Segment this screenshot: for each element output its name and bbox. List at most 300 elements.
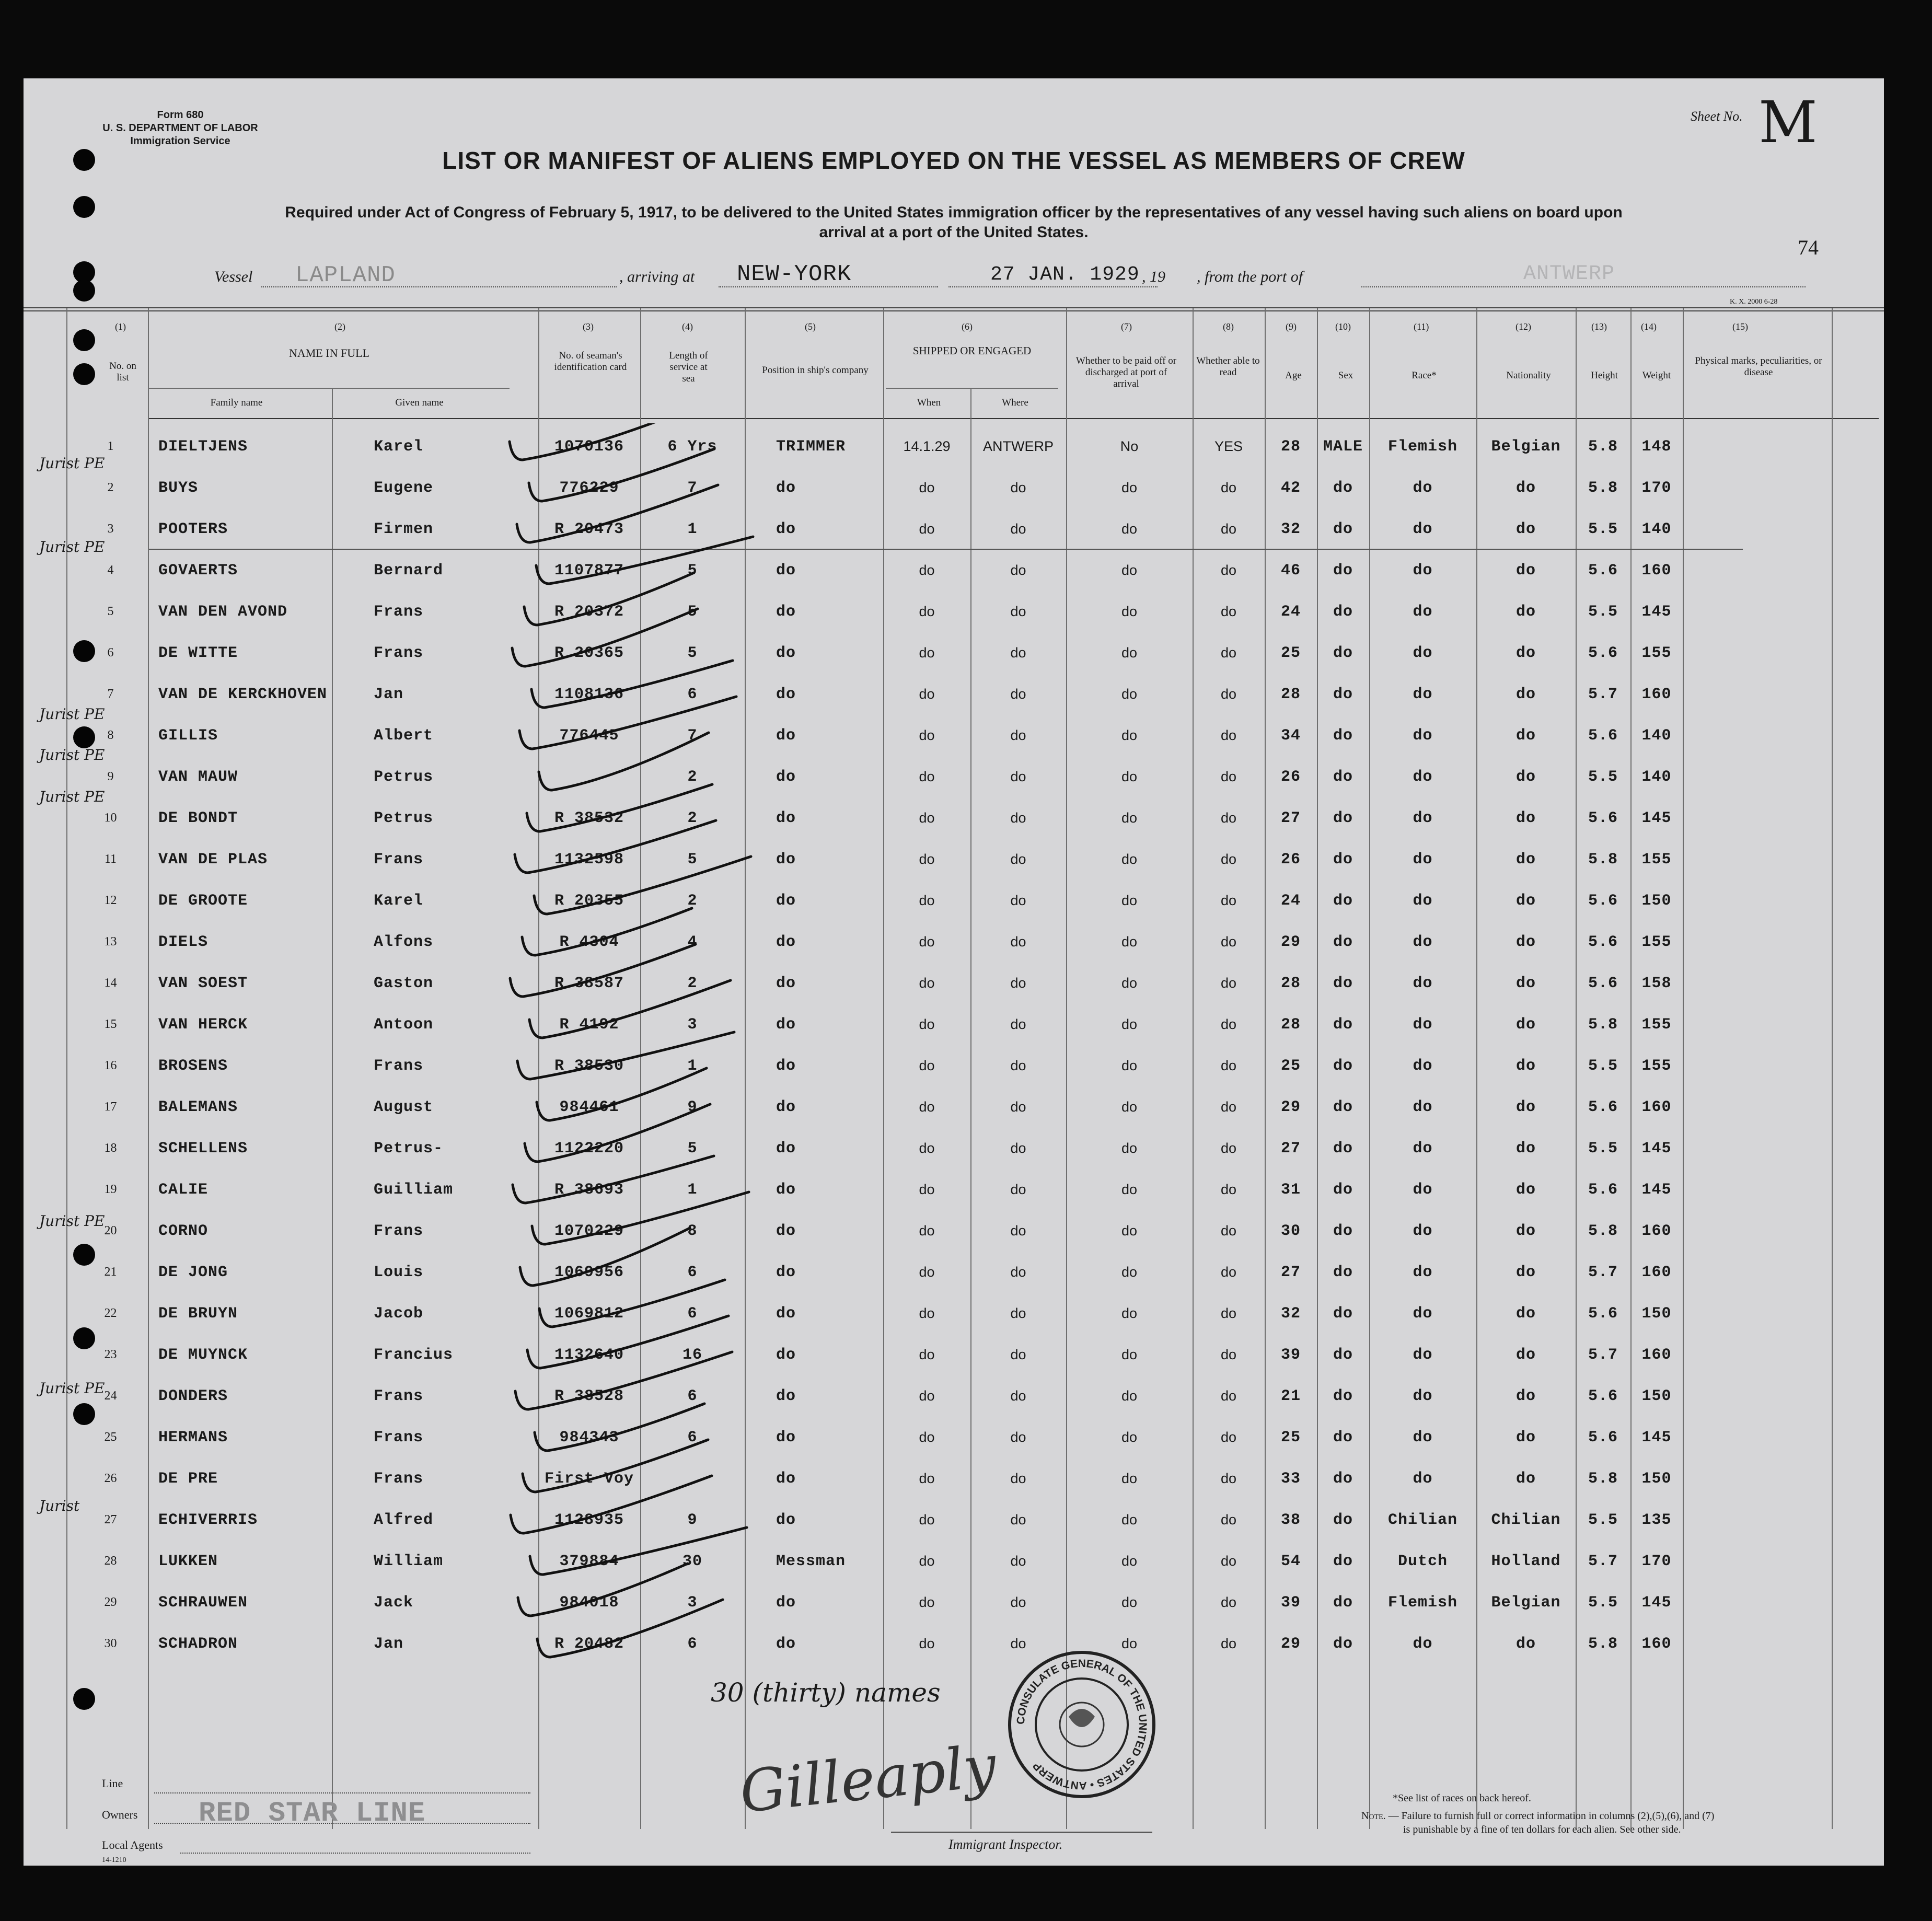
cell-shipped-when: do bbox=[919, 1099, 935, 1115]
cell-race: Flemish bbox=[1387, 437, 1458, 456]
cell-service-length: 7 bbox=[687, 726, 698, 745]
header-physical: Physical marks, peculiarities, or disease bbox=[1695, 355, 1822, 378]
cell-nationality: do bbox=[1515, 1304, 1536, 1323]
cell-age: 27 bbox=[1280, 1139, 1301, 1158]
page-number: 74 bbox=[1798, 236, 1819, 259]
header-given-name: Given name bbox=[395, 397, 444, 408]
cell-age: 27 bbox=[1280, 809, 1301, 827]
cell-shipped-when: do bbox=[919, 1305, 935, 1321]
table-row bbox=[73, 467, 1683, 508]
table-row bbox=[73, 1541, 1683, 1582]
sheet-number: M bbox=[1759, 89, 1818, 156]
cell-race: do bbox=[1413, 809, 1433, 827]
col-num: (14) bbox=[1641, 321, 1657, 332]
service-name: Immigration Service bbox=[130, 135, 230, 147]
cell-paid-off: do bbox=[1121, 1471, 1138, 1486]
cell-race: do bbox=[1413, 850, 1433, 869]
cell-position: do bbox=[776, 561, 796, 580]
table-row bbox=[73, 1293, 1683, 1334]
table-row bbox=[73, 1334, 1683, 1375]
cell-nationality: do bbox=[1515, 726, 1536, 745]
cell-nationality: do bbox=[1515, 1428, 1536, 1446]
cell-age: 25 bbox=[1280, 644, 1301, 662]
cell-id-card: R 20473 bbox=[554, 520, 624, 538]
cell-id-card: First Voy bbox=[544, 1469, 634, 1488]
cell-nationality: do bbox=[1515, 892, 1536, 910]
print-code: K. X. 2000 6-28 bbox=[1730, 298, 1778, 306]
column-rule bbox=[66, 308, 67, 1829]
cell-race: do bbox=[1413, 520, 1433, 538]
cell-family-name: DE BONDT bbox=[158, 809, 238, 827]
cell-given-name: Gaston bbox=[374, 974, 434, 992]
cell-given-name: Frans bbox=[374, 603, 424, 621]
cell-service-length: 6 bbox=[687, 685, 698, 703]
cell-position: do bbox=[776, 1098, 796, 1116]
margin-note: Jurist PE bbox=[39, 746, 105, 763]
cell-sex: do bbox=[1333, 1222, 1353, 1240]
subtitle-line-2: arrival at a port of the United States. bbox=[819, 224, 1089, 241]
cell-sex: do bbox=[1333, 1181, 1353, 1199]
arriving-port: NEW-YORK bbox=[737, 261, 852, 287]
cell-paid-off: do bbox=[1121, 1223, 1138, 1239]
cell-paid-off: do bbox=[1121, 1636, 1138, 1651]
cell-given-name: Bernard bbox=[374, 561, 444, 580]
cell-paid-off: do bbox=[1121, 686, 1138, 702]
cell-race: do bbox=[1413, 1428, 1433, 1446]
cell-sex: do bbox=[1333, 726, 1353, 745]
cell-shipped-where: do bbox=[1010, 1553, 1026, 1569]
col-num: (1) bbox=[115, 321, 126, 332]
fine-note bbox=[1361, 1809, 1842, 1836]
cell-family-name: VAN SOEST bbox=[158, 974, 248, 992]
cell-sex: do bbox=[1333, 850, 1353, 869]
header-weight: Weight bbox=[1642, 370, 1671, 381]
checkmark bbox=[530, 1527, 747, 1575]
cell-weight: 145 bbox=[1641, 603, 1672, 621]
vessel-name: LAPLAND bbox=[295, 262, 396, 288]
cell-position: do bbox=[776, 1428, 796, 1446]
cell-service-length: 7 bbox=[687, 479, 698, 497]
cell-sex: do bbox=[1333, 1387, 1353, 1405]
checkmark bbox=[535, 1404, 704, 1451]
cell-race: do bbox=[1413, 603, 1433, 621]
cell-race: do bbox=[1413, 1098, 1433, 1116]
cell-paid-off: do bbox=[1121, 727, 1138, 743]
cell-family-name: CALIE bbox=[158, 1181, 209, 1199]
cell-shipped-when: do bbox=[919, 769, 935, 784]
cell-height: 5.8 bbox=[1588, 1469, 1618, 1488]
table-row bbox=[73, 1252, 1683, 1293]
checkmark bbox=[510, 944, 696, 997]
cell-id-card: 379884 bbox=[559, 1552, 619, 1570]
cell-race: do bbox=[1413, 1469, 1433, 1488]
table-row bbox=[73, 1458, 1683, 1499]
cell-service-length: 2 bbox=[687, 768, 698, 786]
cell-shipped-when: do bbox=[919, 645, 935, 661]
cell-able-to-read: do bbox=[1220, 893, 1237, 908]
cell-sex: do bbox=[1333, 1015, 1353, 1034]
cell-able-to-read: do bbox=[1220, 1099, 1237, 1115]
cell-nationality: do bbox=[1515, 933, 1536, 951]
col-num: (7) bbox=[1121, 321, 1132, 332]
cell-shipped-when: do bbox=[919, 562, 935, 578]
cell-paid-off: do bbox=[1121, 521, 1138, 537]
cell-shipped-where: do bbox=[1010, 769, 1026, 784]
cell-shipped-when: do bbox=[919, 480, 935, 495]
cell-sex: do bbox=[1333, 1304, 1353, 1323]
cell-able-to-read: do bbox=[1220, 562, 1237, 578]
cell-able-to-read: do bbox=[1220, 645, 1237, 661]
subheader-rule bbox=[886, 388, 1058, 389]
table-row bbox=[73, 1128, 1683, 1169]
cell-id-card: 1128935 bbox=[554, 1511, 624, 1529]
cell-row-number: 25 bbox=[104, 1430, 117, 1444]
subtitle-line-1: Required under Act of Congress of February 5, 1917, to be delivered to the United States immigration officer by the representatives of any vessel having such aliens on board upon bbox=[285, 204, 1623, 221]
cell-given-name: Frans bbox=[374, 1428, 424, 1446]
col-num: (9) bbox=[1286, 321, 1297, 332]
cell-age: 24 bbox=[1280, 892, 1301, 910]
cell-sex: do bbox=[1333, 520, 1353, 538]
cell-id-card: R 38587 bbox=[554, 974, 624, 992]
cell-id-card: 1070136 bbox=[554, 437, 624, 456]
cell-shipped-where: do bbox=[1010, 521, 1026, 537]
cell-race: do bbox=[1413, 1263, 1433, 1281]
cell-sex: do bbox=[1333, 1552, 1353, 1570]
cell-id-card: 984018 bbox=[559, 1593, 619, 1612]
cell-row-number: 7 bbox=[107, 687, 114, 701]
cell-shipped-where: do bbox=[1010, 645, 1026, 661]
cell-shipped-when: do bbox=[919, 686, 935, 702]
cell-race: do bbox=[1413, 726, 1433, 745]
owners-value: RED STAR LINE bbox=[199, 1798, 426, 1830]
cell-service-length: 1 bbox=[687, 520, 698, 538]
col-num: (11) bbox=[1414, 321, 1429, 332]
checkmark bbox=[529, 449, 714, 501]
cell-family-name: CORNO bbox=[158, 1222, 209, 1240]
cell-nationality: do bbox=[1515, 644, 1536, 662]
col-num: (12) bbox=[1515, 321, 1531, 332]
cell-row-number: 4 bbox=[107, 563, 114, 577]
checkmark bbox=[523, 1440, 708, 1492]
cell-service-length: 6 bbox=[687, 1304, 698, 1323]
cell-family-name: VAN DEN AVOND bbox=[158, 603, 288, 621]
cell-position: do bbox=[776, 603, 796, 621]
table-row bbox=[73, 426, 1683, 467]
cell-weight: 160 bbox=[1641, 685, 1672, 703]
cell-able-to-read: do bbox=[1220, 727, 1237, 743]
cell-given-name: Louis bbox=[374, 1263, 424, 1281]
cell-nationality: do bbox=[1515, 603, 1536, 621]
table-row bbox=[73, 508, 1683, 550]
header-sex: Sex bbox=[1338, 370, 1353, 381]
cell-height: 5.6 bbox=[1588, 1428, 1618, 1446]
cell-shipped-where: do bbox=[1010, 1182, 1026, 1197]
cell-shipped-where: do bbox=[1010, 893, 1026, 908]
cell-service-length: 5 bbox=[687, 644, 698, 662]
cell-able-to-read: do bbox=[1220, 975, 1237, 991]
cell-family-name: LUKKEN bbox=[158, 1552, 218, 1570]
cell-service-length: 6 bbox=[687, 1428, 698, 1446]
cell-weight: 160 bbox=[1641, 1635, 1672, 1653]
cell-id-card: 1108136 bbox=[554, 685, 624, 703]
cell-able-to-read: do bbox=[1220, 1264, 1237, 1280]
cell-row-number: 5 bbox=[107, 605, 114, 618]
cell-age: 26 bbox=[1280, 768, 1301, 786]
cell-shipped-where: do bbox=[1010, 604, 1026, 619]
checkmarks-overlay bbox=[483, 423, 776, 1792]
cell-position: do bbox=[776, 850, 796, 869]
cell-age: 25 bbox=[1280, 1428, 1301, 1446]
cell-id-card: R 20365 bbox=[554, 644, 624, 662]
cell-id-card: R 38528 bbox=[554, 1387, 624, 1405]
cell-height: 5.8 bbox=[1588, 479, 1618, 497]
cell-row-number: 15 bbox=[104, 1017, 117, 1031]
cell-paid-off: do bbox=[1121, 1347, 1138, 1362]
cell-family-name: BROSENS bbox=[158, 1057, 228, 1075]
cell-race: do bbox=[1413, 1181, 1433, 1199]
header-age: Age bbox=[1285, 370, 1302, 381]
cell-able-to-read: do bbox=[1220, 1388, 1237, 1404]
table-row bbox=[73, 1086, 1683, 1128]
cell-nationality: do bbox=[1515, 1222, 1536, 1240]
cell-able-to-read: do bbox=[1220, 1347, 1237, 1362]
cell-service-length: 3 bbox=[687, 1015, 698, 1034]
cell-paid-off: do bbox=[1121, 480, 1138, 495]
cell-shipped-where: do bbox=[1010, 1140, 1026, 1156]
cell-weight: 135 bbox=[1641, 1511, 1672, 1529]
cell-position: do bbox=[776, 768, 796, 786]
cell-height: 5.6 bbox=[1588, 974, 1618, 992]
cell-position: do bbox=[776, 1222, 796, 1240]
cell-sex: do bbox=[1333, 892, 1353, 910]
cell-shipped-when: do bbox=[919, 521, 935, 537]
checkmark bbox=[520, 1228, 690, 1286]
cell-age: 29 bbox=[1280, 933, 1301, 951]
col-num: (10) bbox=[1335, 321, 1351, 332]
cell-position: do bbox=[776, 1387, 796, 1405]
cell-shipped-when: do bbox=[919, 1264, 935, 1280]
arriving-underline bbox=[719, 286, 938, 287]
cell-height: 5.8 bbox=[1588, 1222, 1618, 1240]
cell-nationality: do bbox=[1515, 1057, 1536, 1075]
cell-weight: 170 bbox=[1641, 479, 1672, 497]
cell-nationality: do bbox=[1515, 1015, 1536, 1034]
cell-nationality: do bbox=[1515, 1139, 1536, 1158]
cell-paid-off: No bbox=[1120, 438, 1139, 454]
header-shipped: SHIPPED OR ENGAGED bbox=[912, 344, 1032, 357]
cell-row-number: 11 bbox=[104, 852, 117, 866]
checkmark bbox=[527, 1316, 728, 1368]
cell-paid-off: do bbox=[1121, 893, 1138, 908]
table-row bbox=[73, 632, 1683, 674]
cell-nationality: do bbox=[1515, 561, 1536, 580]
checkmark bbox=[524, 573, 694, 625]
from-port-label: , from the port of bbox=[1197, 268, 1303, 285]
cell-sex: do bbox=[1333, 1139, 1353, 1158]
cell-family-name: GOVAERTS bbox=[158, 561, 238, 580]
cell-shipped-where: do bbox=[1010, 686, 1026, 702]
cell-row-number: 16 bbox=[104, 1059, 117, 1072]
cell-paid-off: do bbox=[1121, 1512, 1138, 1527]
cell-weight: 155 bbox=[1641, 1057, 1672, 1075]
department-name: U. S. DEPARTMENT OF LABOR bbox=[102, 122, 258, 134]
cell-shipped-where: do bbox=[1010, 1636, 1026, 1651]
cell-family-name: BALEMANS bbox=[158, 1098, 238, 1116]
cell-shipped-where: do bbox=[1010, 1512, 1026, 1527]
cell-height: 5.5 bbox=[1588, 1593, 1618, 1612]
table-row bbox=[73, 921, 1683, 963]
cell-family-name: SCHELLENS bbox=[158, 1139, 248, 1158]
table-row bbox=[73, 797, 1683, 839]
column-rule bbox=[1832, 308, 1833, 1829]
cell-shipped-where: do bbox=[1010, 1016, 1026, 1032]
cell-age: 28 bbox=[1280, 1015, 1301, 1034]
cell-id-card: R 20372 bbox=[554, 603, 624, 621]
checkmark bbox=[513, 1156, 714, 1203]
header-bottom-rule bbox=[149, 418, 1879, 419]
cell-shipped-when: do bbox=[919, 1347, 935, 1362]
agents-underline bbox=[180, 1853, 530, 1854]
cell-shipped-where: ANTWERP bbox=[983, 438, 1054, 454]
cell-age: 38 bbox=[1280, 1511, 1301, 1529]
cell-row-number: 20 bbox=[104, 1224, 117, 1237]
col-num: (3) bbox=[583, 321, 594, 332]
table-row bbox=[73, 1169, 1683, 1210]
cell-paid-off: do bbox=[1121, 1594, 1138, 1610]
cell-position: do bbox=[776, 1015, 796, 1034]
cell-height: 5.6 bbox=[1588, 1098, 1618, 1116]
cell-family-name: VAN DE PLAS bbox=[158, 850, 268, 869]
cell-nationality: do bbox=[1515, 850, 1536, 869]
cell-height: 5.6 bbox=[1588, 933, 1618, 951]
cell-nationality: do bbox=[1515, 974, 1536, 992]
cell-weight: 160 bbox=[1641, 1098, 1672, 1116]
cell-id-card: 1070229 bbox=[554, 1222, 624, 1240]
cell-nationality: do bbox=[1515, 1263, 1536, 1281]
cell-family-name: VAN HERCK bbox=[158, 1015, 248, 1034]
cell-age: 32 bbox=[1280, 1304, 1301, 1323]
consulate-seal bbox=[1006, 1649, 1158, 1800]
cell-sex: do bbox=[1333, 1428, 1353, 1446]
cell-row-number: 8 bbox=[107, 728, 114, 742]
cell-paid-off: do bbox=[1121, 1388, 1138, 1404]
cell-able-to-read: do bbox=[1220, 1016, 1237, 1032]
note-line-2: is punishable by a fine of ten dollars for each alien. See other side. bbox=[1403, 1824, 1681, 1835]
cell-weight: 155 bbox=[1641, 933, 1672, 951]
column-rule bbox=[1683, 308, 1684, 1829]
cell-height: 5.5 bbox=[1588, 1139, 1618, 1158]
cell-race: do bbox=[1413, 1139, 1433, 1158]
cell-nationality: do bbox=[1515, 1181, 1536, 1199]
cell-height: 5.6 bbox=[1588, 644, 1618, 662]
margin-note: Jurist PE bbox=[39, 1380, 105, 1397]
cell-nationality: Chilian bbox=[1491, 1511, 1561, 1529]
crew-table bbox=[73, 426, 1683, 1664]
cell-service-length: 2 bbox=[687, 809, 698, 827]
cell-family-name: DIELTJENS bbox=[158, 437, 248, 456]
cell-age: 21 bbox=[1280, 1387, 1301, 1405]
cell-family-name: VAN MAUW bbox=[158, 768, 238, 786]
form-id-block bbox=[102, 109, 259, 148]
line-label: Line bbox=[102, 1777, 123, 1790]
cell-shipped-when: do bbox=[919, 934, 935, 950]
cell-given-name: Antoon bbox=[374, 1015, 434, 1034]
cell-position: do bbox=[776, 1511, 796, 1529]
cell-race: do bbox=[1413, 768, 1433, 786]
cell-able-to-read: do bbox=[1220, 1140, 1237, 1156]
table-row bbox=[73, 1210, 1683, 1252]
cell-given-name: August bbox=[374, 1098, 434, 1116]
cell-race: do bbox=[1413, 685, 1433, 703]
cell-shipped-when: do bbox=[919, 1636, 935, 1651]
cell-nationality: do bbox=[1515, 685, 1536, 703]
cell-race: do bbox=[1413, 1057, 1433, 1075]
cell-family-name: SCHRAUWEN bbox=[158, 1593, 248, 1612]
cell-weight: 145 bbox=[1641, 809, 1672, 827]
cell-race: do bbox=[1413, 561, 1433, 580]
col-num: (6) bbox=[962, 321, 973, 332]
cell-able-to-read: do bbox=[1220, 1594, 1237, 1610]
cell-service-length: 2 bbox=[687, 974, 698, 992]
cell-shipped-when: do bbox=[919, 1512, 935, 1527]
cell-paid-off: do bbox=[1121, 562, 1138, 578]
table-row bbox=[73, 839, 1683, 880]
cell-height: 5.5 bbox=[1588, 520, 1618, 538]
cell-position: do bbox=[776, 933, 796, 951]
cell-family-name: DIELS bbox=[158, 933, 209, 951]
cell-able-to-read: do bbox=[1220, 769, 1237, 784]
cell-row-number: 3 bbox=[107, 522, 114, 536]
cell-given-name: Petrus bbox=[374, 768, 434, 786]
cell-shipped-where: do bbox=[1010, 1099, 1026, 1115]
note-label: Note. bbox=[1361, 1810, 1386, 1822]
cell-given-name: Guilliam bbox=[374, 1181, 454, 1199]
cell-sex: MALE bbox=[1323, 437, 1363, 456]
cell-position: do bbox=[776, 974, 796, 992]
cell-race: do bbox=[1413, 892, 1433, 910]
cell-shipped-when: do bbox=[919, 1471, 935, 1486]
cell-position: do bbox=[776, 520, 796, 538]
cell-able-to-read: YES bbox=[1214, 438, 1243, 454]
cell-service-length: 3 bbox=[687, 1593, 698, 1612]
cell-position: Messman bbox=[776, 1552, 846, 1570]
cell-height: 5.7 bbox=[1588, 1552, 1618, 1570]
cell-position: do bbox=[776, 726, 796, 745]
cell-able-to-read: do bbox=[1220, 1429, 1237, 1445]
cell-nationality: do bbox=[1515, 1635, 1536, 1653]
col-num: (13) bbox=[1591, 321, 1607, 332]
cell-able-to-read: do bbox=[1220, 480, 1237, 495]
header-where: Where bbox=[1002, 397, 1028, 408]
checkmark bbox=[518, 1564, 688, 1616]
cell-service-length: 5 bbox=[687, 603, 698, 621]
cell-race: do bbox=[1413, 1346, 1433, 1364]
cell-age: 31 bbox=[1280, 1181, 1301, 1199]
cell-paid-off: do bbox=[1121, 1429, 1138, 1445]
cell-weight: 160 bbox=[1641, 1346, 1672, 1364]
checkmark bbox=[531, 661, 733, 708]
cell-able-to-read: do bbox=[1220, 1512, 1237, 1527]
cell-weight: 170 bbox=[1641, 1552, 1672, 1570]
date-underline bbox=[948, 286, 1158, 287]
cell-service-length: 16 bbox=[682, 1346, 702, 1364]
page-title: LIST OR MANIFEST OF ALIENS EMPLOYED ON THE VESSEL AS MEMBERS OF CREW bbox=[442, 147, 1465, 174]
margin-note: Jurist PE bbox=[39, 788, 105, 805]
cell-service-length: 5 bbox=[687, 1139, 698, 1158]
cell-sex: do bbox=[1333, 809, 1353, 827]
cell-sex: do bbox=[1333, 1511, 1353, 1529]
cell-able-to-read: do bbox=[1220, 851, 1237, 867]
